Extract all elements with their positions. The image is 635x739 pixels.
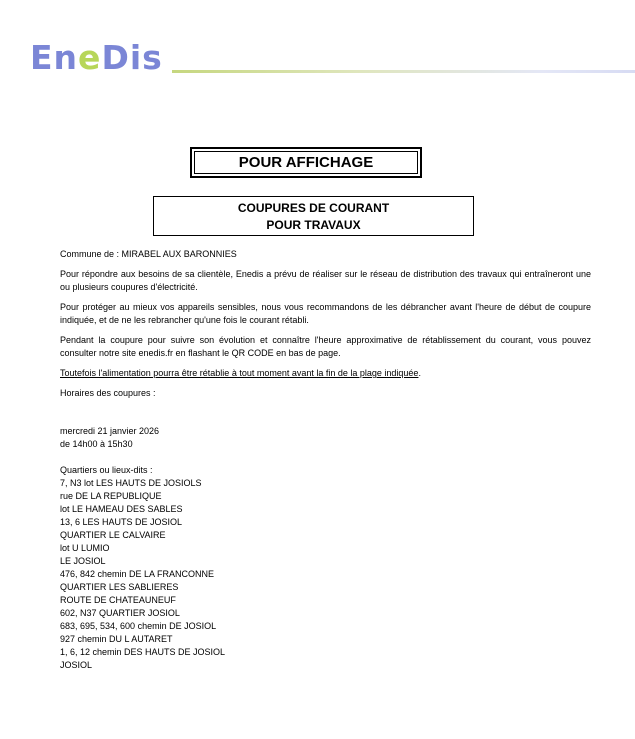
commune-line: Commune de : MIRABEL AUX BARONNIES bbox=[60, 249, 237, 259]
header-divider bbox=[172, 70, 635, 73]
place-item: 927 chemin DU L AUTARET bbox=[60, 634, 173, 644]
place-item: 476, 842 chemin DE LA FRANCONNE bbox=[60, 569, 215, 579]
coupures-title-line1: COUPURES DE COURANT bbox=[237, 201, 390, 215]
schedule-list bbox=[60, 425, 225, 672]
coupures-title-line2: POUR TRAVAUX bbox=[266, 218, 361, 232]
warning-underlined: Toutefois l'alimentation pourra être rétablie à tout moment avant la fin de la plage indiquée bbox=[60, 368, 419, 378]
paragraph-2: Pour protéger au mieux vos appareils sensibles, nous vous recommandons de les débrancher avant l'heure de début de coupure indiquée, et de ne les rebrancher qu'une fois le courant rétabli. bbox=[60, 302, 591, 325]
notice-body bbox=[60, 248, 591, 407]
logo-prefix: En bbox=[30, 38, 79, 77]
affichage-title: POUR AFFICHAGE bbox=[238, 154, 374, 171]
place-item: LE JOSIOL bbox=[60, 556, 106, 566]
place-item: 602, N37 QUARTIER JOSIOL bbox=[60, 608, 180, 618]
paragraph-1: Pour répondre aux besoins de sa clientèle, Enedis a prévu de réaliser sur le réseau de distribution des travaux qui entraîneront une ou plusieurs coupures d'électricité. bbox=[60, 269, 591, 292]
logo-suffix: Dis bbox=[101, 38, 163, 77]
affichage-box bbox=[190, 147, 422, 178]
logo-accent: e bbox=[78, 38, 102, 77]
schedule-date: mercredi 21 janvier 2026 bbox=[60, 426, 160, 436]
place-item: 13, 6 LES HAUTS DE JOSIOL bbox=[60, 517, 183, 527]
place-item: 7, N3 lot LES HAUTS DE JOSIOLS bbox=[60, 478, 202, 488]
horaires-label: Horaires des coupures : bbox=[60, 388, 156, 398]
place-item: 1, 6, 12 chemin DES HAUTS DE JOSIOL bbox=[60, 647, 226, 657]
quartiers-label: Quartiers ou lieux-dits : bbox=[60, 465, 153, 475]
place-item: QUARTIER LE CALVAIRE bbox=[60, 530, 166, 540]
place-item: ROUTE DE CHATEAUNEUF bbox=[60, 595, 176, 605]
place-item: lot U LUMIO bbox=[60, 543, 110, 553]
schedule-time: de 14h00 à 15h30 bbox=[60, 439, 133, 449]
place-item: JOSIOL bbox=[60, 660, 93, 670]
place-item: lot LE HAMEAU DES SABLES bbox=[60, 504, 183, 514]
coupures-box bbox=[153, 196, 474, 236]
paragraph-3: Pendant la coupure pour suivre son évolution et connaître l'heure approximative de rétablissement du courant, vous pouvez consulter notre site enedis.fr en flashant le QR CODE en bas de page. bbox=[60, 335, 591, 358]
place-item: 683, 695, 534, 600 chemin DE JOSIOL bbox=[60, 621, 217, 631]
warning-end: . bbox=[418, 368, 421, 378]
enedis-logo bbox=[30, 38, 163, 78]
place-item: rue DE LA REPUBLIQUE bbox=[60, 491, 162, 501]
place-item: QUARTIER LES SABLIERES bbox=[60, 582, 179, 592]
spacer bbox=[60, 451, 225, 464]
paragraph-4 bbox=[60, 367, 591, 380]
